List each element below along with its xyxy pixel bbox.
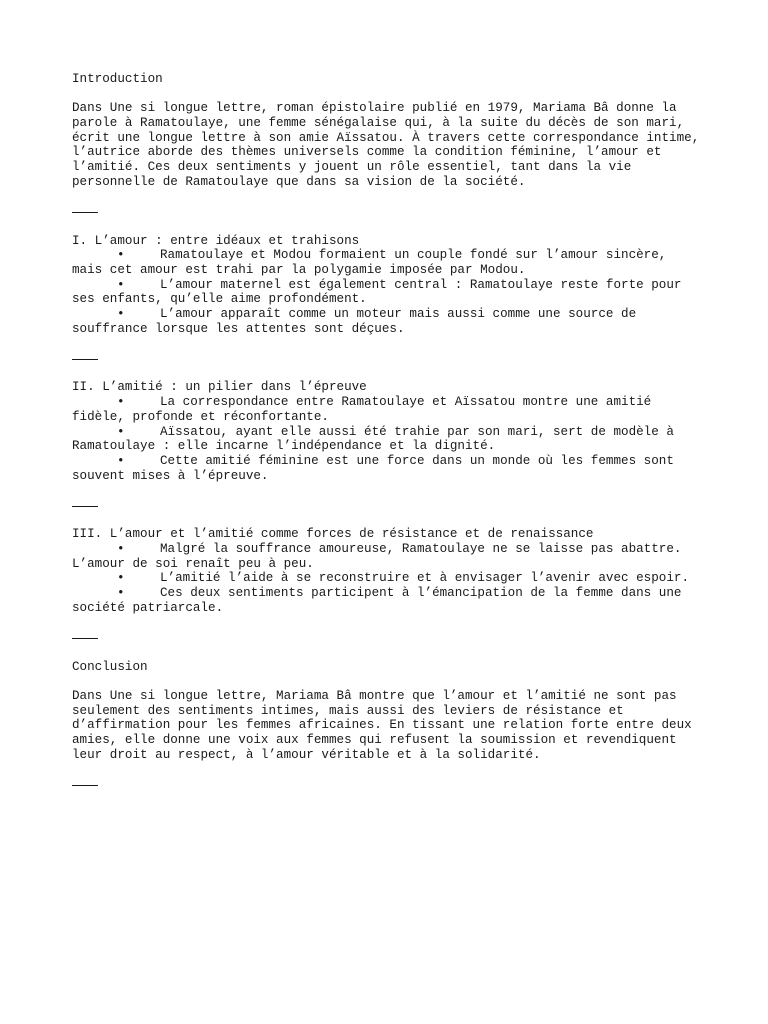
blank-line — [72, 777, 712, 785]
bullet-icon: • — [117, 277, 125, 292]
intro-line: l’autrice aborde des thèmes universels comme la condition féminine, l’amour et — [72, 145, 662, 160]
bullet-text: L’amitié l’aide à se reconstruire et à envisager l’avenir avec espoir. — [160, 571, 690, 586]
conclusion-line: d’affirmation pour les femmes africaines. En tissant une relation forte entre deux — [72, 718, 692, 733]
intro-line: Dans Une si longue lettre, roman épistolaire publié en 1979, Mariama Bâ donne la — [72, 101, 677, 116]
bullet-icon: • — [117, 424, 125, 439]
blank-line — [72, 87, 712, 102]
bullet-continuation: mais cet amour est trahi par la polygamie imposée par Modou. — [72, 262, 526, 277]
bullet-item — [72, 586, 712, 601]
bullet-item — [72, 571, 712, 586]
bullet-text: L’amour apparaît comme un moteur mais aussi comme une source de — [160, 307, 637, 322]
bullet-text: La correspondance entre Ramatoulaye et Aïssatou montre une amitié — [160, 395, 652, 410]
bullet-item — [72, 542, 712, 557]
blank-line — [72, 639, 712, 659]
conclusion-heading: Conclusion — [72, 659, 148, 674]
blank-line — [72, 762, 712, 777]
intro-line: parole à Ramatoulaye, une femme sénégalaise qui, à la suite du décès de son mari, — [72, 116, 685, 131]
bullet-text: Cette amitié féminine est une force dans un monde où les femmes sont — [160, 453, 674, 468]
bullet-item — [72, 425, 712, 440]
bullet-icon: • — [117, 542, 125, 557]
bullet-continuation: ses enfants, qu’elle aime profondément. — [72, 292, 367, 307]
bullet-icon: • — [117, 586, 125, 601]
bullet-icon: • — [117, 571, 125, 586]
conclusion-line: amies, elle donne une voix aux femmes qui refusent la soumission et revendiquent — [72, 733, 677, 747]
bullet-icon: • — [117, 307, 125, 322]
bullet-item — [72, 248, 712, 263]
bullet-item — [72, 278, 712, 293]
document-page — [72, 72, 712, 786]
blank-line — [72, 498, 712, 506]
blank-line — [72, 190, 712, 205]
bullet-text: Aïssatou, ayant elle aussi été trahie par son mari, sert de modèle à — [160, 424, 674, 439]
conclusion-line: seulement des sentiments intimes, mais aussi des leviers de résistance et — [72, 703, 624, 718]
bullet-continuation: souffrance lorsque les attentes sont déçues. — [72, 321, 405, 336]
bullet-text: Ramatoulaye et Modou formaient un couple fondé sur l’amour sincère, — [160, 248, 667, 263]
conclusion-line: Dans Une si longue lettre, Mariama Bâ montre que l’amour et l’amitié ne sont pas — [72, 688, 677, 703]
bullet-item — [72, 454, 712, 469]
blank-line — [72, 615, 712, 630]
blank-line — [72, 213, 712, 233]
blank-line — [72, 507, 712, 527]
intro-line: écrit une longue lettre à son amie Aïssatou. À travers cette correspondance intime, — [72, 130, 700, 145]
blank-line — [72, 336, 712, 351]
bullet-continuation: Ramatoulaye : elle incarne l’indépendance et la dignité. — [72, 439, 496, 454]
intro-heading: Introduction — [72, 72, 163, 86]
blank-line — [72, 483, 712, 498]
intro-line: l’amitié. Ces deux sentiments y jouent un rôle essentiel, tant dans la vie — [72, 160, 632, 175]
blank-line — [72, 204, 712, 212]
blank-line — [72, 630, 712, 638]
conclusion-line: leur droit au respect, à l’amour véritable et à la solidarité. — [72, 747, 541, 762]
bullet-item — [72, 307, 712, 322]
blank-line — [72, 351, 712, 359]
intro-line: personnelle de Ramatoulaye que dans sa vision de la société. — [72, 174, 526, 189]
blank-line — [72, 674, 712, 689]
section-2-heading: II. L’amitié : un pilier dans l’épreuve — [72, 380, 367, 395]
bullet-continuation: société patriarcale. — [72, 600, 224, 615]
section-divider — [72, 785, 98, 786]
bullet-continuation: L’amour de soi renaît peu à peu. — [72, 556, 314, 571]
bullet-icon: • — [117, 395, 125, 410]
section-1-heading: I. L’amour : entre idéaux et trahisons — [72, 233, 360, 248]
bullet-icon: • — [117, 248, 125, 263]
bullet-text: Ces deux sentiments participent à l’émancipation de la femme dans une — [160, 586, 682, 601]
bullet-item — [72, 395, 712, 410]
bullet-continuation: souvent mises à l’épreuve. — [72, 468, 269, 483]
bullet-text: L’amour maternel est également central : Ramatoulaye reste forte pour — [160, 277, 682, 292]
section-3-heading: III. L’amour et l’amitié comme forces de résistance et de renaissance — [72, 527, 594, 542]
blank-line — [72, 360, 712, 380]
bullet-continuation: fidèle, profonde et réconfortante. — [72, 409, 329, 424]
bullet-text: Malgré la souffrance amoureuse, Ramatoulaye ne se laisse pas abattre. — [160, 542, 682, 557]
bullet-icon: • — [117, 453, 125, 468]
